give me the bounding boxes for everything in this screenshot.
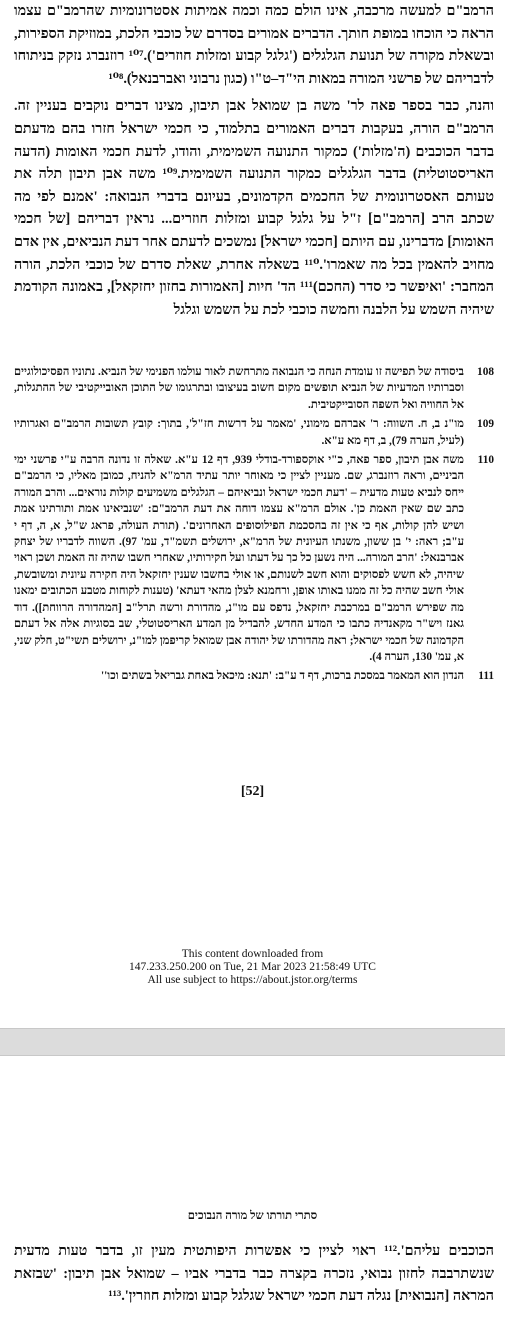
main-text [14, 0, 494, 321]
footnote-110 [14, 452, 494, 665]
page-separator [0, 1028, 505, 1056]
page-number: [52] [240, 784, 265, 799]
footnote-text: משה אבן תיבון, ספר פאה, כ"י אוקספורד-בודלי 939, דף 12 ע"א. שאלה זו נדונה הרבה ע"י פרשני ימי הביניים, וראה רוזנברג, שם. מעניין לציין כי מאוחר יותר עתיד הרמ"א להניח, כמובן מאליו, כי הרמב"ם ייחס לנביא טעות מדעית – 'דעת חכמי ישראל ונביאיהם – הגלגלים משמיעים קולות נוראים... והרב המורה כתב שם שאין האמת כן'. אולם הרמ"א עצמו דוחה את דעת הרמב"ם: 'שנביאינו אמת ותורתינו אמת ושיש להן קולות, אף כי אין זה בהסכמת הפילוסופים האחרונים'. (תורת העולה, פראג ש"ל, א, ה, דף י ע"ב; ראה: י' בן ששון, משנתו העיונית של הרמ"א, ירושלים תשמ"ד, עמ' 97). השווה לדבריו של יצחק אברבנאל: 'הרב המורה... היה נשען כל כך על דעתו ועל חקירותיו, שאחרי חשבו שהיה זה האמת ושכן ראוי שיהיה, לא חשש לפסוקים והוא חשב לשנותם, או אולי בחשבו שענין יחזקאל היה חקירה עיונית ומשובשת, אולי חשב שהיה כל זה ממנו באותו אופן, ורחמנא לצלן מהאי דעתא' (טענות לקוחות מטבע הכתובים ימאנו מה שפירש הרמב"ם במרכבת יחזקאל, נדפס עם מו"נ, מהדורת ורשה תרל"ב [המהדורה הרווחת]). דוד גאנז ויש"ר מקאנדיה כתבו כי המדע החדש, להבדיל מן המדע האריסטוטלי, שב בסוגיות אלה אל דעתם הקדמונה של חכמי ישראל; ראה מהדורתו של יהודה אבן שמואל קריפמן למו"נ, ירושלים תשי"ט, חלק שני, א, עמ' 130, הערה 4). [14, 454, 465, 663]
footnotes [14, 364, 494, 685]
footnote-111 [14, 668, 494, 684]
footnote-text: הנדון הוא המאמר במסכת ברכות, דף ד ע"ב: 'תנא: מיכאל באחת גבריאל בשתים וכו'' [101, 670, 464, 683]
next-page-paragraph: הכוכבים עליהם'.¹¹² ראוי לציין כי אפשרות היפותטית מעין זו, בדבר טעות מדעית שנשתרבבה לחזון נבואי, נזכרה בקצרה כבר בדברי אביו – שמואל אבן תיבון: 'שבזאת המראה [הנבואית] נגלה דעת חכמי ישראל שגלגל קבוע ומזלות חוזרין'.¹¹³ [14, 1243, 494, 1305]
footnote-text: ביסודה של תפישה זו עומדת הנחה כי הנבואה מתרחשת לאור עולמו הפנימי של הנביא. נתוניו הפסיכולוגיים וסברותיו המדעיות של הנביא תופשים מקום חשוב בעיצובו ובתרגומו של התוכן האובייקטיבי של ההתגלות, אל החוויה ואל השפה הסובייקטיבית. [14, 366, 464, 411]
jstor-line-3: All use subject to https://about.jstor.org/terms [147, 974, 358, 986]
footnote-109 [14, 416, 494, 449]
next-page [0, 1056, 505, 1334]
next-page-text [14, 1240, 494, 1308]
footnote-number: 110 [477, 454, 494, 467]
footnote-108 [14, 364, 494, 413]
jstor-download-notice [0, 948, 505, 987]
footnote-number: 111 [478, 670, 494, 683]
footnote-number: 108 [477, 366, 494, 378]
footnote-number: 109 [477, 418, 494, 431]
body-paragraph-2: והנה, כבר בספר פאה לר' משה בן שמואל אבן תיבון, מצינו דברים נוקבים בעניין זה. הרמב"ם הורה, בעקבות דברים האמורים בתלמוד, כי חכמי ישראל חזרו בהם מדעתם בדבר הכוכבים (ה'מזלות') כמקור התנועה השמימית, והודו, לדעת חכמי האומות (הדעה האריסטוטלית) בדבר הגלגלים כמקור התנועה השמימית.¹⁰⁹ משה אבן תיבון תלה את טעותם האסטרונומית של החכמים הקדמונים, בעיונם בדברי הנבואה: 'אמנם לפי מה שכתב הרב [הרמב"ם] ז"ל על גלגל קבוע ומזלות חוזרים... נראין דבריהם [של חכמי האומות] מדברינו, עם היותם [חכמי ישראל] נמשכים לדעתם אחר דעת הנביאים, אין אדם מחויב להאמין בכל מה שאמרו'.¹¹⁰ בשאלה אחרת, שאלת סדרם של כוכבי הלכת, הורה המחבר: 'ואיפשר כי סדר (החכם)¹¹¹ הד' חיות [האמורות בחזון יחזקאל], באמונה הקודמת שיהיה השמש על הלבנה וחמשה כוכבי לכת על השמש וגלגל [14, 98, 495, 318]
jstor-line-2: 147.233.250.200 on Tue, 21 Mar 2023 21:58:49 UTC [129, 961, 376, 973]
body-paragraph-1: הרמב"ם למעשה מרכבה, אינו הולם כמה וכמה אמיתות אסטרונומיות שהרמב"ם עצמו הראה כי הוכחו במופת חותך. הדברים אמורים בסדרם של כוכבי הלכת, במוזיקת הספירות, ובשאלת מקורה של תנועת הגלגלים ('גלגל קבוע ומזלות חוזרים').¹⁰⁷ רוזנברג נזקק בניתוחו לדבריהם של פרשני המורה במאות הי"ד–ט"ו (כגון נרבוני ואברבנאל).¹⁰⁸ [14, 3, 494, 87]
footnote-text: מו"נ ב, ח. השווה: ר' אברהם מימוני, 'מאמר על דרשות חז"ל', בתוך: קובץ תשובות הרמב"ם ואגרותיו (לעיל, הערה 79), ב, דף מא ע"א. [14, 418, 464, 447]
running-header: סתרי תורתו של מורה הנבוכים [187, 1210, 318, 1222]
jstor-line-1: This content downloaded from [181, 948, 324, 960]
